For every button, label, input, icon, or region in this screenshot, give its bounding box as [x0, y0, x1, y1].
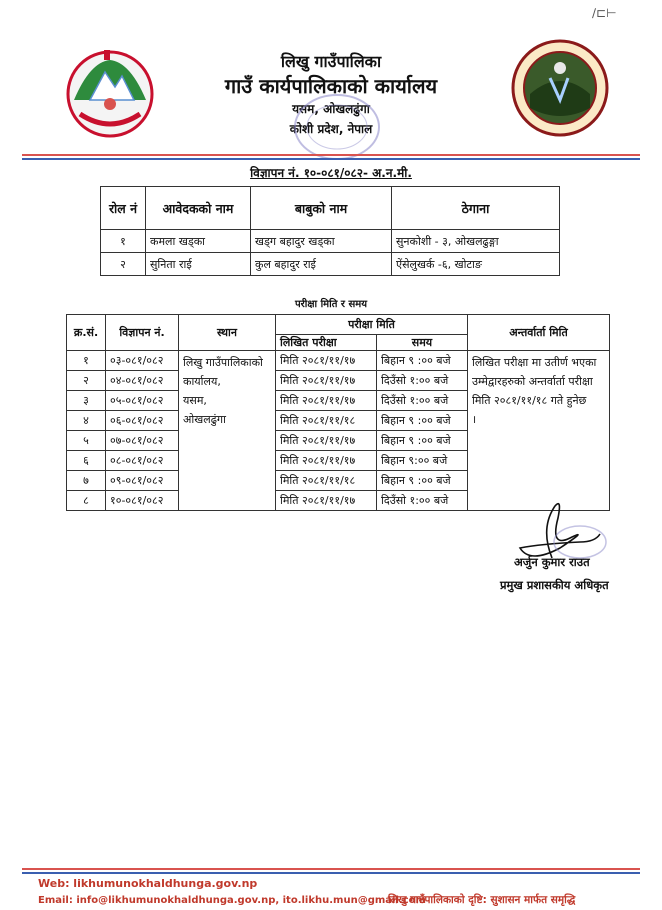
office-stamp	[292, 92, 382, 162]
interview-note	[468, 351, 610, 511]
row-exam-time: बिहान ९:०० बजे	[377, 451, 468, 471]
address: सुनकोशी - ३, ओखलढुङ्गा	[392, 230, 560, 253]
address: ऐंसेलुखर्क -६, खोटाङ	[392, 253, 560, 276]
header-rule-blue	[22, 158, 640, 160]
footer-email: Email: info@likhumunokhaldhunga.gov.np, ito.likhu.mun@gmail.com	[38, 895, 426, 906]
office-name: गाउँ कार्यपालिकाको कार्यालय	[224, 74, 438, 98]
row-exam-time: बिहान ९ :०० बजे	[377, 411, 468, 431]
row-exam-date: मिति २०८१/११/१७	[276, 351, 377, 371]
row-sn: ३	[67, 391, 106, 411]
notice-number: विज्ञापन नं. १०-०८१/०८२- अ.न.मी.	[250, 166, 412, 180]
header-father-name: बाबुको नाम	[251, 187, 392, 230]
table-row	[101, 253, 560, 276]
signatory-name: अर्जुन कुमार राउत	[514, 555, 590, 569]
father-name: कुल बहादुर राई	[251, 253, 392, 276]
place-line: यसम,	[183, 394, 207, 407]
corner-mark: ∕⊏⊢	[592, 6, 617, 20]
applicant-table	[100, 186, 560, 276]
row-sn: १	[67, 351, 106, 371]
header-time: समय	[377, 335, 468, 351]
row-exam-date: मिति २०८१/११/१८	[276, 411, 377, 431]
municipality-name: लिखु गाउँपालिका	[280, 52, 382, 71]
interview-line: ।	[472, 413, 477, 426]
row-sn: ४	[67, 411, 106, 431]
row-sn: ५	[67, 431, 106, 451]
row-exam-date: मिति २०८१/११/१७	[276, 371, 377, 391]
row-ad-no: ०५-०८१/०८२	[106, 391, 179, 411]
office-province: कोशी प्रदेश, नेपाल	[289, 122, 373, 136]
exam-place	[179, 351, 276, 511]
footer-rule-blue	[22, 872, 640, 874]
roll-no: २	[101, 253, 146, 276]
row-ad-no: ०७-०८१/०८२	[106, 431, 179, 451]
row-exam-time: बिहान ९ :०० बजे	[377, 351, 468, 371]
row-sn: २	[67, 371, 106, 391]
header-ad-no: विज्ञापन नं.	[106, 315, 179, 351]
signatory-title: प्रमुख प्रशासकीय अधिकृत	[500, 578, 609, 592]
header-exam-date: परीक्षा मिति	[276, 315, 468, 335]
row-sn: ६	[67, 451, 106, 471]
row-exam-time: दिउँसो १:०० बजे	[377, 371, 468, 391]
row-ad-no: ०६-०८१/०८२	[106, 411, 179, 431]
row-exam-time: बिहान ९ :०० बजे	[377, 471, 468, 491]
row-sn: ८	[67, 491, 106, 511]
interview-line: लिखित परीक्षा मा उतीर्ण भएका	[472, 356, 597, 369]
row-exam-date: मिति २०८१/११/१७	[276, 431, 377, 451]
interview-line: मिति २०८१/११/१८ गते हुनेछ	[472, 394, 587, 407]
row-exam-time: बिहान ९ :०० बजे	[377, 431, 468, 451]
header-rule-red	[22, 154, 640, 156]
row-exam-date: मिति २०८१/११/१७	[276, 491, 377, 511]
row-exam-time: दिउँसो १:०० बजे	[377, 391, 468, 411]
place-line: लिखु गाउँपालिकाको	[183, 356, 263, 369]
schedule-header-row-1	[67, 315, 610, 335]
row-ad-no: ०८-०८१/०८२	[106, 451, 179, 471]
exam-schedule-table	[66, 314, 610, 511]
header-roll-no: रोल नं	[101, 187, 146, 230]
row-exam-time: दिउँसो १:०० बजे	[377, 491, 468, 511]
row-ad-no: ०९-०८१/०८२	[106, 471, 179, 491]
place-line: ओखलढुंगा	[183, 413, 226, 426]
row-exam-date: मिति २०८१/११/१७	[276, 451, 377, 471]
row-exam-date: मिति २०८१/११/१८	[276, 471, 377, 491]
table-row	[67, 351, 610, 371]
row-ad-no: ०४-०८१/०८२	[106, 371, 179, 391]
row-ad-no: ०३-०८१/०८२	[106, 351, 179, 371]
header-address: ठेगाना	[392, 187, 560, 230]
header-written-exam: लिखित परीक्षा	[276, 335, 377, 351]
footer-website: Web: likhumunokhaldhunga.gov.np	[38, 877, 258, 890]
row-ad-no: १०-०८१/०८२	[106, 491, 179, 511]
place-line: कार्यालय,	[183, 375, 221, 388]
father-name: खड्ग बहादुर खड्का	[251, 230, 392, 253]
footer-slogan: लिखु गाउँपालिकाको दृष्टि: सुशासन मार्फत समृद्धि	[388, 894, 576, 906]
header-applicant-name: आवेदकको नाम	[146, 187, 251, 230]
schedule-title: परीक्षा मिति र समय	[294, 299, 368, 310]
header-place: स्थान	[179, 315, 276, 351]
row-exam-date: मिति २०८१/११/१७	[276, 391, 377, 411]
applicant-name: सुनिता राई	[146, 253, 251, 276]
applicant-name: कमला खड्का	[146, 230, 251, 253]
roll-no: १	[101, 230, 146, 253]
footer-rule-red	[22, 868, 640, 870]
table-row	[101, 230, 560, 253]
header-interview-date: अन्तर्वार्ता मिति	[468, 315, 610, 351]
interview-line: उम्मेद्वारहरुको अन्तर्वार्ता परीक्षा	[472, 375, 593, 388]
applicant-table-header	[101, 187, 560, 230]
row-sn: ७	[67, 471, 106, 491]
header-sn: क्र.सं.	[67, 315, 106, 351]
office-location: यसम, ओखलढुंगा	[292, 102, 370, 116]
